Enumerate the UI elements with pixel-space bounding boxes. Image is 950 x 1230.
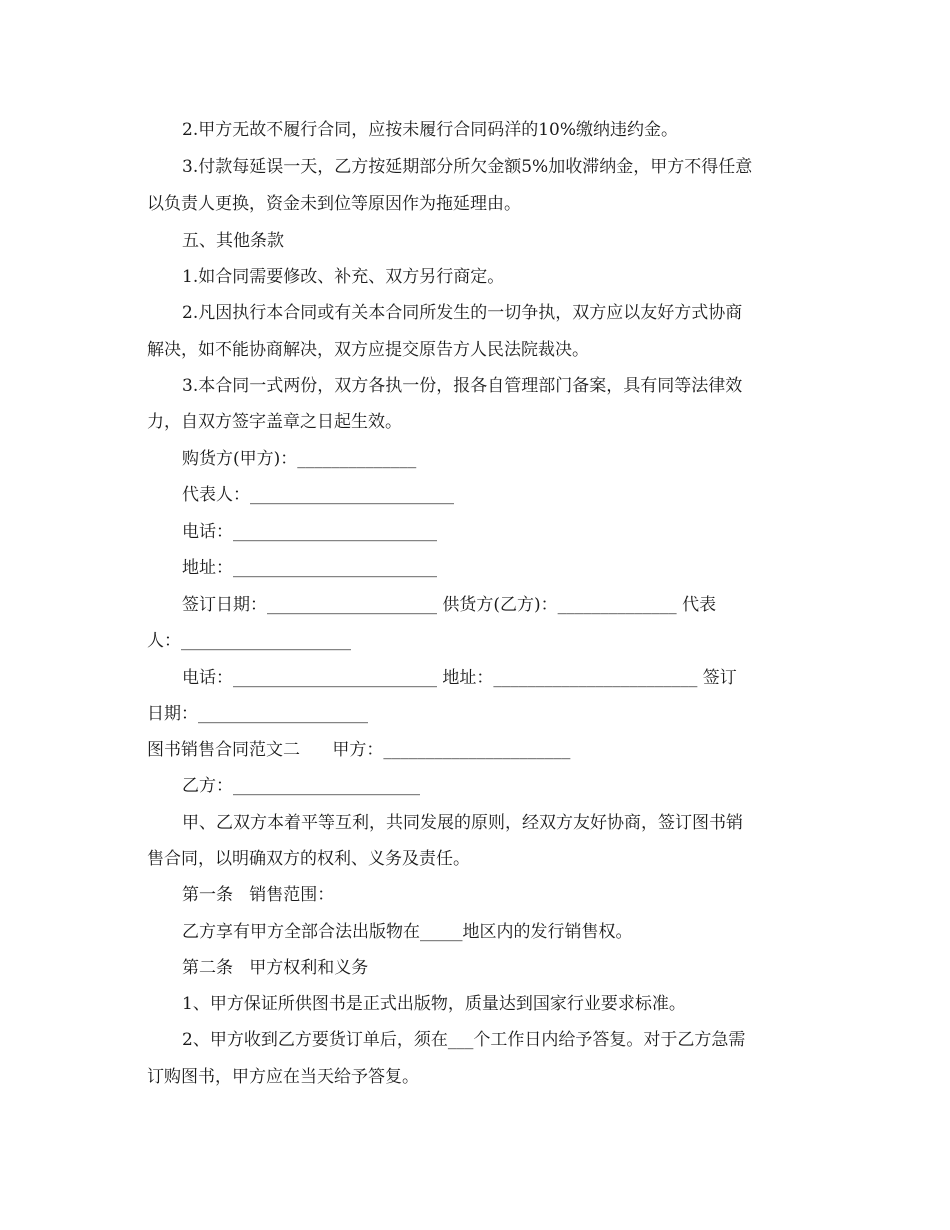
section-title: 图书销售合同范文二 甲方：______________________	[147, 740, 571, 760]
text-line: 2、甲方收到乙方要货订单后，须在___个工作日内给予答复。对于乙方急需	[182, 1030, 746, 1050]
article-heading: 第一条 销售范围：	[182, 885, 335, 905]
signature-field: 乙方：______________________	[182, 776, 420, 796]
section-heading: 五、其他条款	[182, 231, 284, 251]
signature-field: 签订日期：____________________ 供货方(乙方)：______________ 代表	[182, 595, 717, 615]
article-heading: 第二条 甲方权利和义务	[182, 958, 369, 978]
text-line: 售合同，以明确双方的权利、义务及责任。	[147, 849, 470, 869]
text-line: 2.凡因执行本合同或有关本合同所发生的一切争执，双方应以友好方式协商	[182, 303, 743, 323]
signature-field: 人：____________________	[147, 631, 351, 651]
text-line: 力，自双方签字盖章之日起生效。	[147, 412, 402, 432]
signature-field: 购货方(甲方)：______________	[182, 449, 417, 469]
signature-field: 地址：________________________	[182, 558, 437, 578]
signature-field: 日期：____________________	[147, 704, 368, 724]
text-line: 3.本合同一式两份，双方各执一份，报各自管理部门备案，具有同等法律效	[182, 376, 743, 396]
text-line: 甲、乙双方本着平等互利，共同发展的原则，经双方友好协商，签订图书销	[182, 813, 743, 833]
text-line: 1.如合同需要修改、补充、双方另行商定。	[182, 267, 505, 287]
text-line: 以负责人更换，资金未到位等原因作为拖延理由。	[147, 194, 521, 214]
signature-field: 代表人：________________________	[182, 485, 454, 505]
signature-field: 电话：________________________	[182, 522, 437, 542]
text-line: 订购图书，甲方应在当天给予答复。	[147, 1067, 419, 1087]
text-line: 3.付款每延误一天，乙方按延期部分所欠金额5%加收滞纳金，甲方不得任意	[182, 157, 753, 177]
text-line: 2.甲方无故不履行合同，应按未履行合同码洋的10%缴纳违约金。	[182, 120, 679, 140]
text-line: 解决，如不能协商解决，双方应提交原告方人民法院裁决。	[147, 340, 589, 360]
text-line: 乙方享有甲方全部合法出版物在_____地区内的发行销售权。	[182, 922, 633, 942]
text-line: 1、甲方保证所供图书是正式出版物，质量达到国家行业要求标准。	[182, 994, 686, 1014]
signature-field: 电话：________________________ 地址：________________________ 签订	[182, 668, 737, 688]
